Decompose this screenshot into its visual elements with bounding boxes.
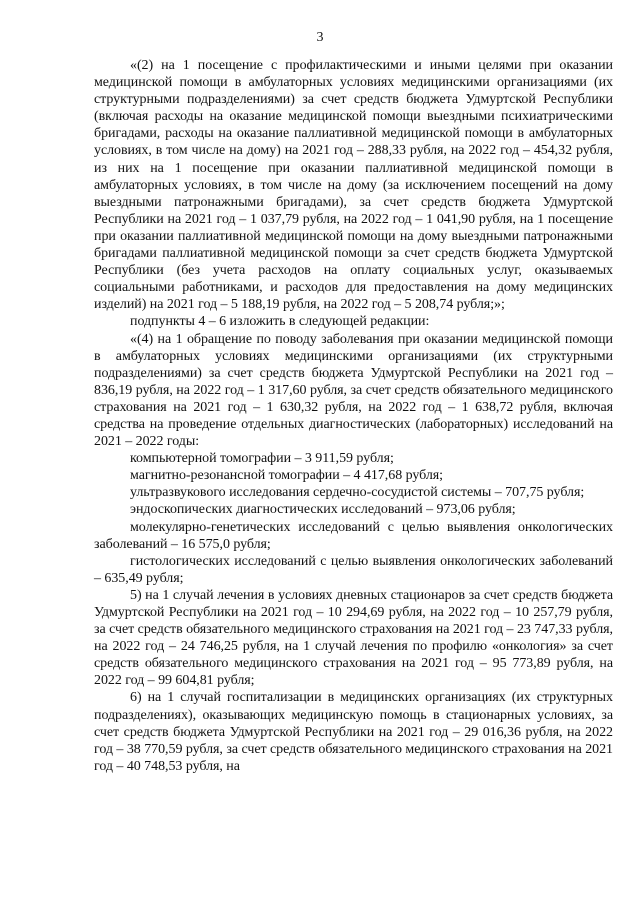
paragraph-subitem-6: 6) на 1 случай госпитализации в медицинских организациях (их структурных подразделениях), оказывающих медицинскую помощь в стационарных условиях, за счет средств бюджета Удмуртской Республики на 2021 год – 29 016,36 рубля, на 2022 год – 38 770,59 рубля, за счет средств обязательного медицинского страхования на 2021 год – 40 748,53 рубля, на <box>94 690 613 774</box>
paragraph-subitem-5: 5) на 1 случай лечения в условиях дневных стационаров за счет средств бюджета Удмуртской Республики на 2021 год – 10 294,69 рубля, на 2022 год – 10 257,79 рубля, за счет средств обязательного медицинского страхования на 2021 год – 23 747,33 рубля, на 2022 год – 24 746,25 рубля, на 1 случай лечения по профилю «онкология» за счет средств обязательного медицинского страхования на 2021 год – 95 773,89 рубля, на 2022 год – 99 604,81 рубля; <box>94 587 613 689</box>
paragraph-subitem-4: «(4) на 1 обращение по поводу заболевания при оказании медицинской помощи в амбулаторных условиях медицинскими организациями (их структурными подразделениями) за счет средств бюджета Удмуртской Республики на 2021 год – 836,19 рубля, на 2022 год – 1 317,60 рубля, за счет средств обязательного медицинского страхования на 2021 год – 1 630,32 рубля, на 2022 год – 1 638,72 рубля, включая средства на проведение отдельных диагностических (лабораторных) исследований на 2021 – 2022 годы: <box>94 331 613 450</box>
list-item-molecular-genetic: молекулярно-генетических исследований с целью выявления онкологических заболеваний – 16 575,0 рубля; <box>94 519 613 552</box>
list-item-histology: гистологических исследований с целью выявления онкологических заболеваний – 635,49 рубля; <box>94 553 613 586</box>
list-item-mri: магнитно-резонансной томографии – 4 417,68 рубля; <box>130 468 444 484</box>
page-number: 3 <box>316 30 324 45</box>
list-item-ultrasound: ультразвукового исследования сердечно-сосудистой системы – 707,75 рубля; <box>130 485 585 501</box>
document-body <box>94 57 613 775</box>
paragraph-subitems-4-6-intro: подпункты 4 – 6 изложить в следующей редакции: <box>130 314 430 330</box>
list-item-ct: компьютерной томографии – 3 911,59 рубля; <box>130 451 394 467</box>
paragraph-subitem-2: «(2) на 1 посещение с профилактическими и иными целями при оказании медицинской помощи в амбулаторных условиях медицинскими организациями (их структурными подразделениями) за счет средств бюджета Удмуртской Республики (включая расходы на оказание медицинской помощи выездными психиатрическими бригадами, расходы на оказание паллиативной медицинской помощи в амбулаторных условиях, в том числе на дому) на 2021 год – 288,33 рубля, на 2022 год – 454,32 рубля, из них на 1 посещение при оказании паллиативной медицинской помощи в амбулаторных условиях, в том числе на дому (за исключением посещений на дому выездными патронажными бригадами), за счет средств бюджета Удмуртской Республики на 2021 год – 1 037,79 рубля, на 2022 год – 1 041,90 рубля, на 1 посещение при оказании паллиативной медицинской помощи на дому выездными патронажными бригадами паллиативной медицинской помощи за счет средств бюджета Удмуртской Республики (без учета расходов на оплату социальных услуг, оказываемых социальными работниками, и расходов для предоставления на дому медицинских изделий) на 2021 год – 5 188,19 рубля, на 2022 год – 5 208,74 рубля;»; <box>94 58 613 313</box>
list-item-endoscopy: эндоскопических диагностических исследований – 973,06 рубля; <box>130 502 516 518</box>
